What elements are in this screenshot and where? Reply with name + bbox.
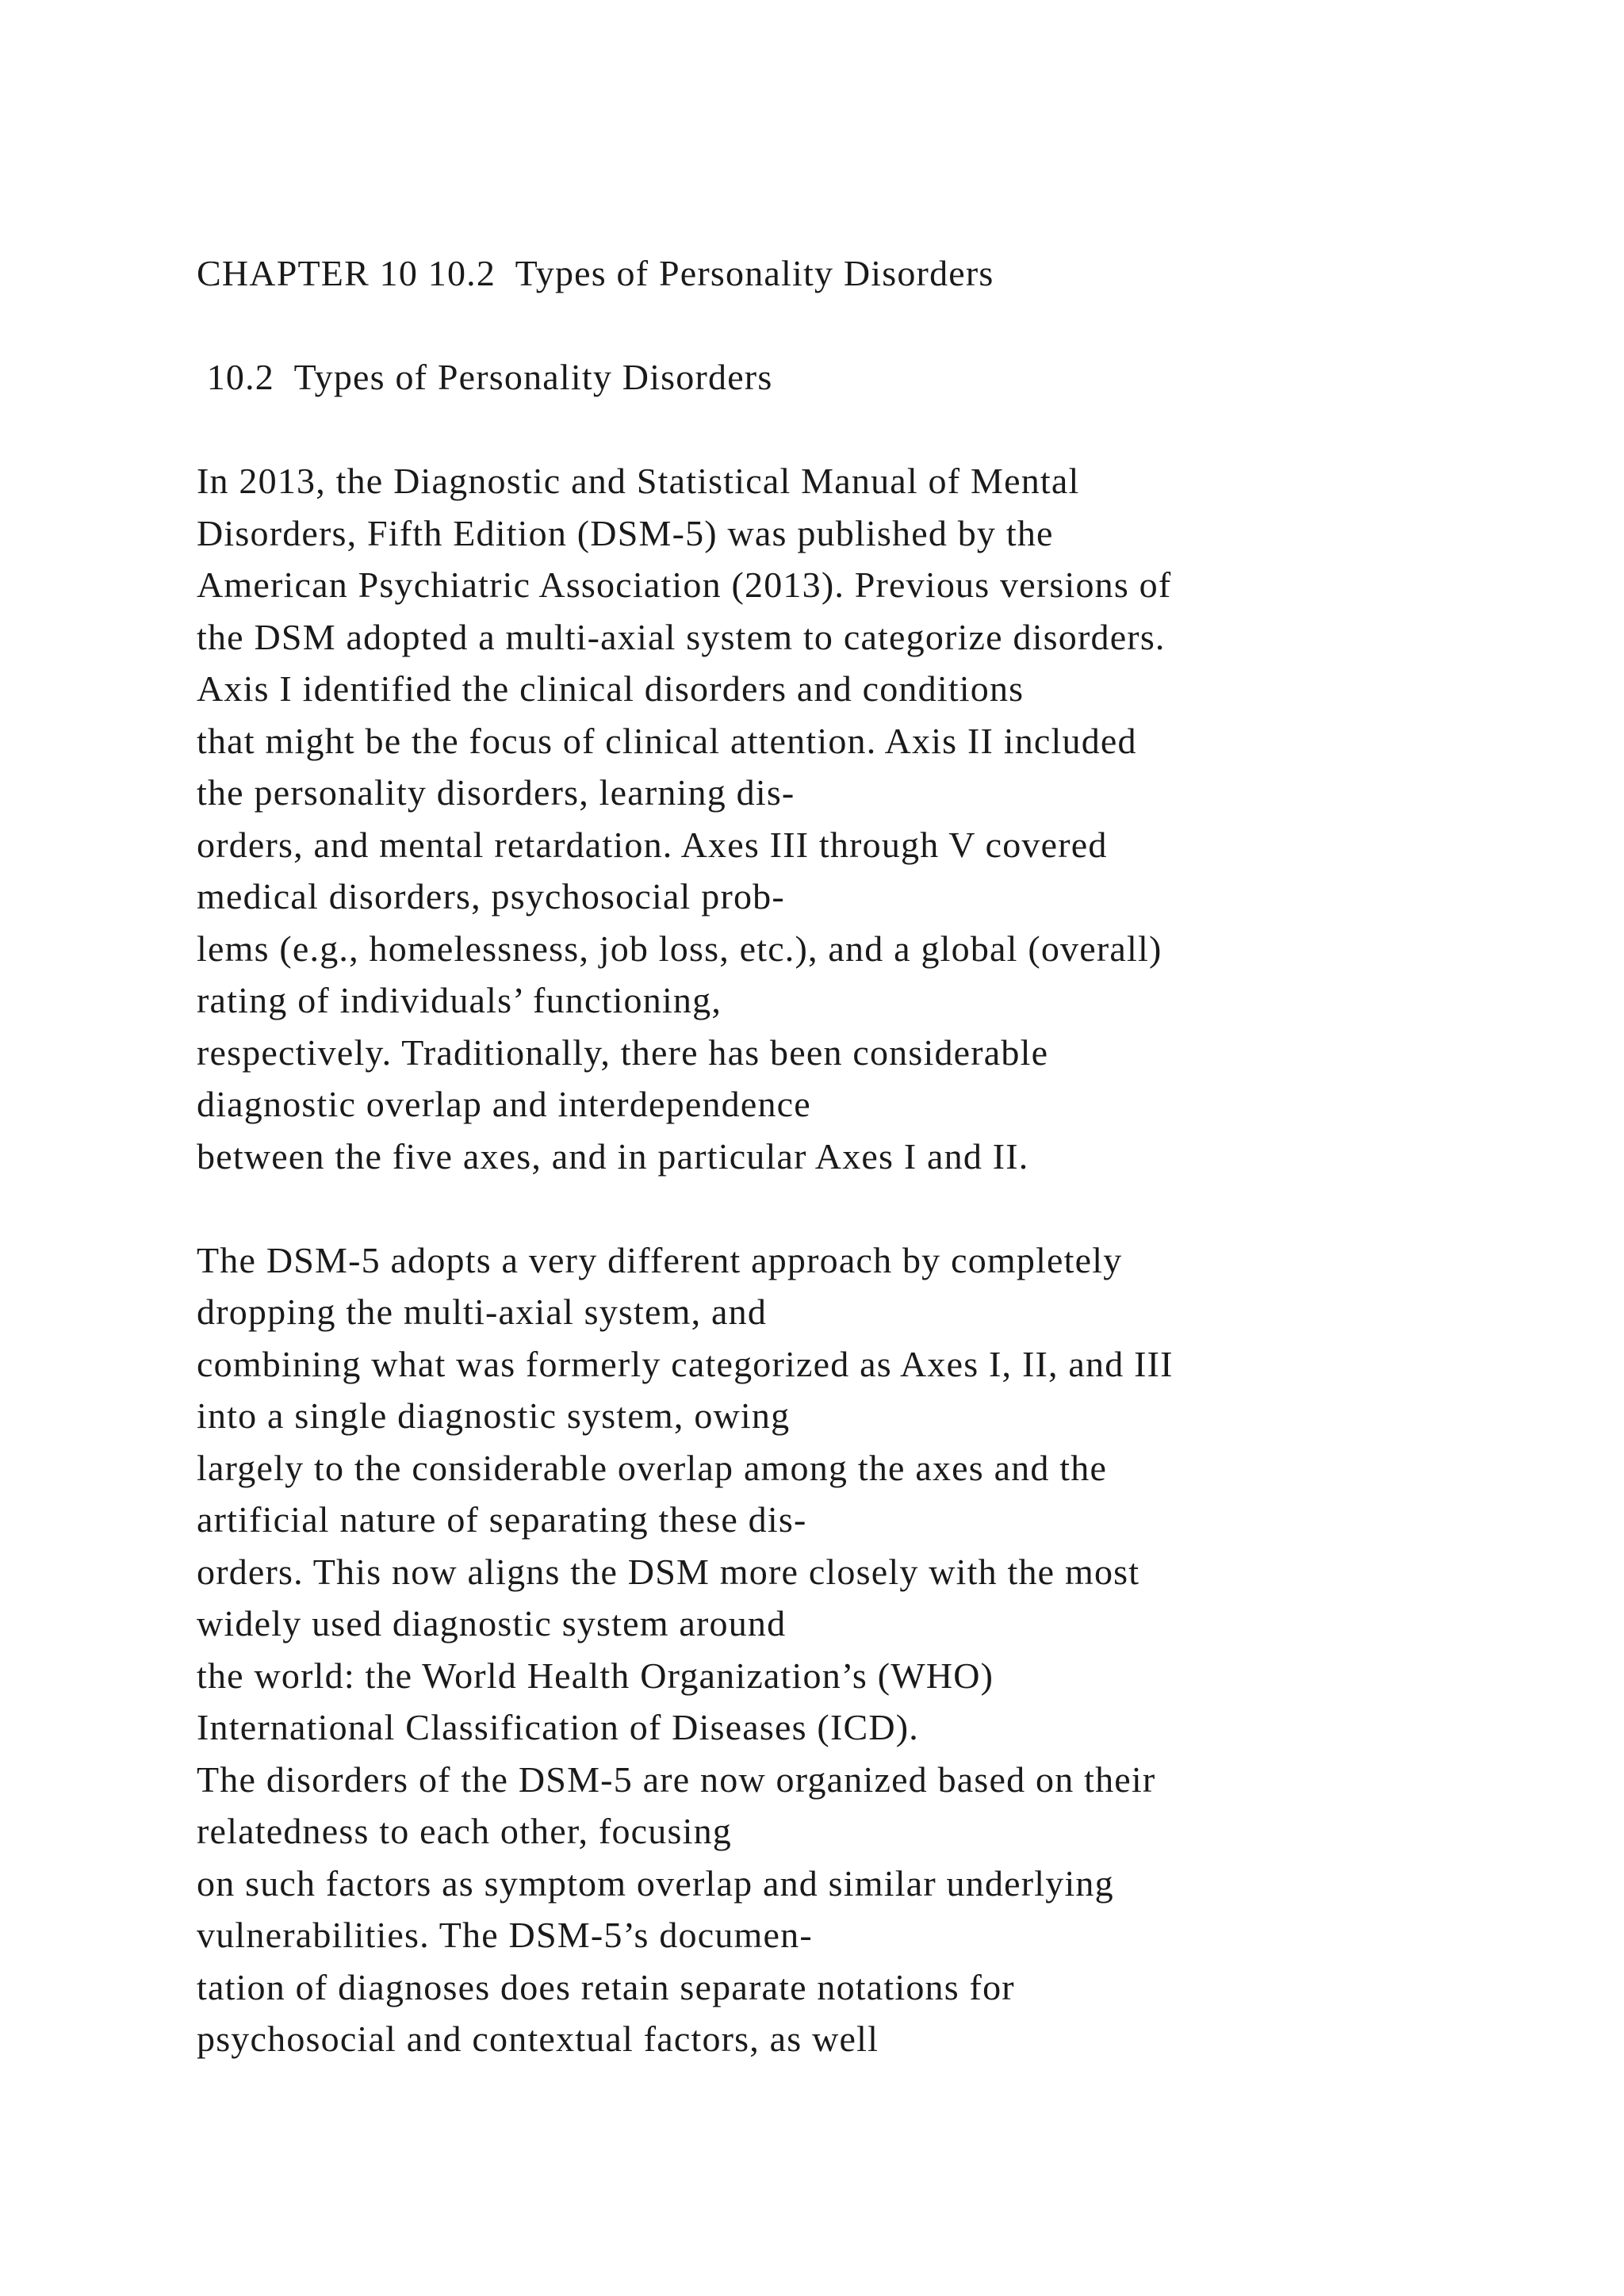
- spacer: [197, 300, 1592, 352]
- text-line: dropping the multi-axial system, and: [197, 1292, 768, 1332]
- text-line: The disorders of the DSM-5 are now organized based on their: [197, 1758, 1156, 1800]
- paragraph-2: [197, 1234, 1592, 2065]
- text-line: combining what was formerly categorized as Axes I, II, and III: [197, 1343, 1174, 1384]
- text-line: relatedness to each other, focusing: [197, 1811, 732, 1851]
- spacer: [197, 404, 1592, 456]
- chapter-heading: CHAPTER 10 10.2 Types of Personality Disorders: [197, 253, 994, 293]
- text-line: In 2013, the Diagnostic and Statistical Manual of Mental: [197, 461, 1080, 501]
- text-line: vulnerabilities. The DSM-5’s documen-: [197, 1915, 813, 1955]
- document-body: [197, 247, 1592, 2065]
- text-line: International Classification of Diseases (ICD).: [197, 1707, 919, 1747]
- text-line: largely to the considerable overlap among the axes and the: [197, 1447, 1108, 1488]
- text-line: Disorders, Fifth Edition (DSM-5) was published by the: [197, 512, 1054, 553]
- text-line: respectively. Traditionally, there has been considerable: [197, 1031, 1049, 1073]
- text-line: the world: the World Health Organization’s (WHO): [197, 1655, 994, 1696]
- text-line: that might be the focus of clinical attention. Axis II included: [197, 720, 1137, 761]
- text-line: widely used diagnostic system around: [197, 1603, 787, 1644]
- text-line: rating of individuals’ functioning,: [197, 980, 722, 1020]
- text-line: The DSM-5 adopts a very different approach by completely: [197, 1239, 1123, 1280]
- text-line: on such factors as symptom overlap and similar underlying: [197, 1862, 1114, 1904]
- text-line: lems (e.g., homelessness, job loss, etc.), and a global (overall): [197, 928, 1162, 969]
- text-line: Axis I identified the clinical disorders and conditions: [197, 668, 1025, 709]
- paragraph-1: [197, 455, 1592, 1182]
- text-line: artificial nature of separating these dis-: [197, 1499, 807, 1540]
- text-line: orders, and mental retardation. Axes III through V covered: [197, 824, 1108, 865]
- text-line: American Psychiatric Association (2013). Previous versions of: [197, 564, 1172, 605]
- text-line: psychosocial and contextual factors, as well: [197, 2019, 879, 2059]
- text-line: the personality disorders, learning dis-: [197, 772, 795, 813]
- spacer: [197, 1182, 1592, 1234]
- text-line: into a single diagnostic system, owing: [197, 1395, 791, 1436]
- section-title: 10.2 Types of Personality Disorders: [197, 357, 773, 397]
- text-line: between the five axes, and in particular Axes I and II.: [197, 1135, 1029, 1177]
- text-line: medical disorders, psychosocial prob-: [197, 876, 785, 916]
- text-line: orders. This now aligns the DSM more closely with the most: [197, 1551, 1140, 1592]
- text-line: diagnostic overlap and interdependence: [197, 1084, 811, 1124]
- text-line: the DSM adopted a multi-axial system to categorize disorders.: [197, 616, 1166, 657]
- text-line: tation of diagnoses does retain separate notations for: [197, 1966, 1015, 2007]
